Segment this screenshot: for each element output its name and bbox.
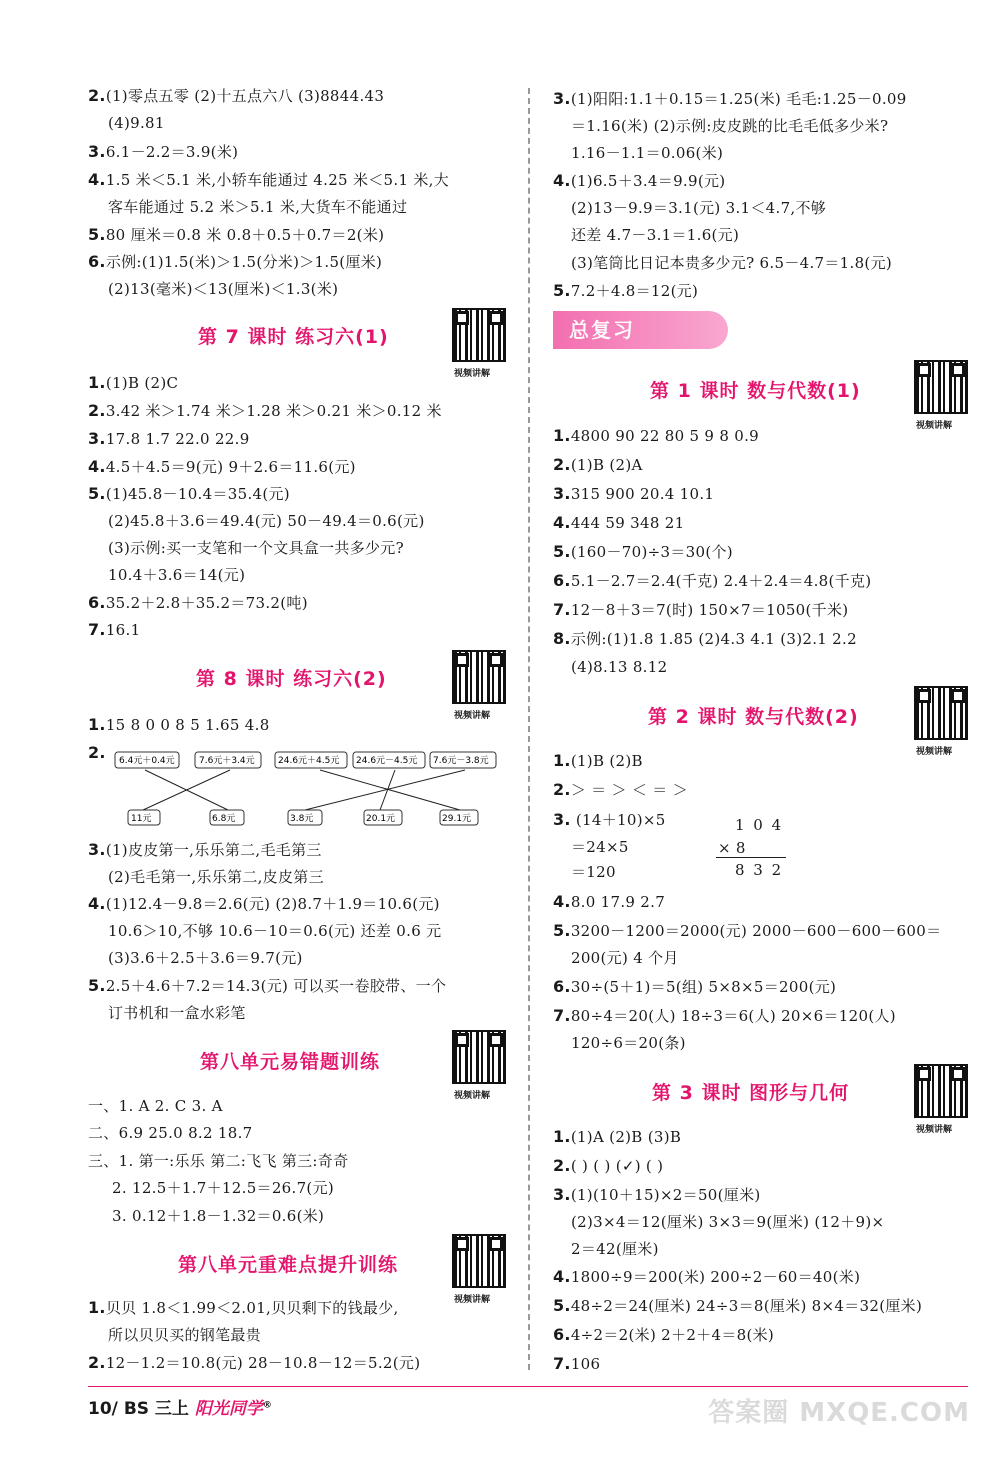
answer-line: (4)9.81 (108, 114, 165, 132)
answer-line: 4.4.5＋4.5＝9(元) 9＋2.6＝11.6(元) (88, 457, 356, 476)
answer-line: 2＝42(厘米) (571, 1240, 659, 1258)
vertical-multiplication-mid: × 8 (718, 839, 746, 857)
qr-code-icon[interactable] (914, 686, 968, 740)
qr-caption: 视频讲解 (916, 421, 953, 431)
answer-line: 3. (14＋10)×5 (553, 810, 666, 829)
footer: 10/ BS 三上 阳光同学® (88, 1399, 272, 1419)
answer-line: 4.(1)6.5＋3.4＝9.9(元) (553, 171, 726, 190)
answer-line: 1.(1)A (2)B (3)B (553, 1127, 682, 1146)
answer-line: (4)8.13 8.12 (571, 658, 668, 676)
answer-line: 一、1. A 2. C 3. A (88, 1097, 223, 1115)
top-box-2: 7.6元＋3.4元 (199, 756, 255, 766)
section-title-review2: 第 2 课时 数与代数(2) (648, 706, 859, 728)
answer-5-line: 5.80 厘米＝0.8 米 0.8＋0.5＋0.7＝2(米) (88, 225, 385, 244)
brand-logo: 阳光同学 (194, 1399, 263, 1419)
answer-line: 6.5.1－2.7＝2.4(千克) 2.4＋2.4＝4.8(千克) (553, 571, 872, 590)
answer-line: 三、1. 第一:乐乐 第二:飞飞 第三:奇奇 (88, 1152, 349, 1170)
answer-line: 7.16.1 (88, 620, 141, 639)
footer-rule (88, 1386, 968, 1387)
answer-line: 5.(160－70)÷3＝30(个) (553, 542, 733, 561)
answer-line: 1.(1)B (2)B (553, 751, 643, 770)
answer-line: 3.(1)阳阳:1.1＋0.15＝1.25(米) 毛毛:1.25－0.09 (553, 89, 907, 108)
answer-line: (2)13(毫米)＜13(厘米)＜1.3(米) (108, 280, 339, 298)
answer-line: 2. (88, 743, 106, 762)
vertical-multiplication-result: 8 3 2 (735, 861, 784, 879)
qr-caption: 视频讲解 (454, 1091, 491, 1101)
answer-line: ＝120 (571, 863, 616, 881)
answer-line: (3)3.6＋2.5＋3.6＝9.7(元) (108, 949, 303, 967)
answer-2-line: 2.(1)零点五零 (2)十五点六八 (3)8844.43 (88, 86, 385, 105)
review-banner: 总复习 (553, 311, 728, 349)
qr-caption: 视频讲解 (916, 747, 953, 757)
qr-code-icon[interactable] (914, 360, 968, 414)
answer-line: 7.80÷4＝20(人) 18÷3＝6(人) 20×6＝120(人) (553, 1006, 896, 1025)
answer-4-line: 4.1.5 米＜5.1 米,小轿车能通过 4.25 米＜5.1 米,大 (88, 170, 450, 189)
answer-line: 4.8.0 17.9 2.7 (553, 892, 666, 911)
answer-line: 5.2.5＋4.6＋7.2＝14.3(元) 可以买一卷胶带、一个 (88, 976, 447, 995)
qr-code-icon[interactable] (452, 650, 506, 704)
bottom-boxes (128, 810, 478, 825)
answer-line: (3)示例:买一支笔和一个文具盒一共多少元? (108, 539, 404, 557)
qr-code-icon[interactable] (452, 1030, 506, 1084)
answer-line: 10.4＋3.6＝14(元) (108, 566, 246, 584)
answer-line: 3.(1)皮皮第一,乐乐第二,毛毛第三 (88, 840, 322, 859)
answer-line: (2)45.8＋3.6＝49.4(元) 50－49.4＝0.6(元) (108, 512, 425, 530)
answer-line: 二、6.9 25.0 8.2 18.7 (88, 1124, 253, 1142)
bottom-box-4: 20.1元 (366, 814, 396, 824)
qr-caption: 视频讲解 (454, 711, 491, 721)
answer-line: 2.12－1.2＝10.8(元) 28－10.8－12＝5.2(元) (88, 1353, 421, 1372)
answer-line: 3. 0.12＋1.8－1.32＝0.6(米) (112, 1207, 325, 1225)
section-title-lesson7: 第 7 课时 练习六(1) (198, 326, 389, 348)
answer-line: 2. 12.5＋1.7＋12.5＝26.7(元) (112, 1179, 335, 1197)
answer-line: 还差 4.7－3.1＝1.6(元) (571, 226, 740, 244)
answer-line: ＝1.16(米) (2)示例:皮皮跳的比毛毛低多少米? (571, 117, 889, 135)
top-boxes (115, 752, 496, 768)
match-lines (143, 770, 465, 810)
page-number: 10 (88, 1399, 112, 1419)
answer-3-line: 3.6.1－2.2＝3.9(米) (88, 142, 239, 161)
bottom-box-3: 3.8元 (290, 814, 314, 824)
answer-line: 1.4800 90 22 80 5 9 8 0.9 (553, 426, 760, 445)
bottom-box-5: 29.1元 (442, 814, 472, 824)
qr-code-icon[interactable] (452, 308, 506, 362)
answer-line: 2.＞ ＝ ＞ ＜ ＝ ＞ (553, 780, 688, 799)
answer-line: 5.48÷2＝24(厘米) 24÷3＝8(厘米) 8×4＝32(厘米) (553, 1296, 923, 1315)
answer-line: 所以贝贝买的钢笔最贵 (108, 1326, 262, 1344)
answer-line: 6.35.2＋2.8＋35.2＝73.2(吨) (88, 593, 308, 612)
multiplication-rule (716, 857, 786, 858)
section-title-unit8-errors: 第八单元易错题训练 (200, 1051, 381, 1073)
answer-line: 3.(1)(10＋15)×2＝50(厘米) (553, 1185, 761, 1204)
answer-line: 5.3200－1200＝2000(元) 2000－600－600－600＝ (553, 921, 942, 940)
answer-line: (2)毛毛第一,乐乐第二,皮皮第三 (108, 868, 324, 886)
answer-line: 5.(1)45.8－10.4＝35.4(元) (88, 484, 290, 503)
answer-line: 2.(1)B (2)A (553, 455, 643, 474)
section-title-unit8-hard: 第八单元重难点提升训练 (178, 1254, 399, 1276)
answer-line: 3.315 900 20.4 10.1 (553, 484, 715, 503)
qr-code-icon[interactable] (914, 1064, 968, 1118)
answer-line: 4.444 59 348 21 (553, 513, 685, 532)
top-box-4: 24.6元－4.5元 (356, 756, 418, 766)
answer-line: 1.15 8 0 0 8 5 1.65 4.8 (88, 715, 270, 734)
section-title-review1: 第 1 课时 数与代数(1) (650, 380, 861, 402)
matching-diagram (110, 748, 500, 828)
section-title-lesson8: 第 8 课时 练习六(2) (196, 668, 387, 690)
answer-line: ＝24×5 (571, 838, 629, 856)
column-divider (528, 88, 530, 1370)
answer-line: (2)13－9.9＝3.1(元) 3.1＜4.7,不够 (571, 199, 827, 217)
answer-line: 6.30÷(5＋1)＝5(组) 5×8×5＝200(元) (553, 977, 837, 996)
answer-line: 10.6＞10,不够 10.6－10＝0.6(元) 还差 0.6 元 (108, 922, 442, 940)
top-box-5: 7.6元－3.8元 (433, 756, 489, 766)
answer-line: 客车能通过 5.2 米＞5.1 米,大货车不能通过 (108, 198, 408, 216)
answer-line: 1.16－1.1＝0.06(米) (571, 144, 724, 162)
answer-line: 订书机和一盒水彩笔 (108, 1004, 246, 1022)
answer-line: 200(元) 4 个月 (571, 949, 679, 967)
qr-caption: 视频讲解 (916, 1125, 953, 1135)
qr-code-icon[interactable] (452, 1234, 506, 1288)
answer-line: (3)笔筒比日记本贵多少元? 6.5－4.7＝1.8(元) (571, 254, 893, 272)
top-box-1: 6.4元＋0.4元 (119, 756, 175, 766)
answer-line: 7.106 (553, 1354, 601, 1373)
edition-label: BS 三上 (123, 1399, 189, 1419)
qr-caption: 视频讲解 (454, 369, 491, 379)
answer-line: 7.12－8＋3＝7(时) 150×7＝1050(千米) (553, 600, 849, 619)
answer-line: (2)3×4＝12(厘米) 3×3＝9(厘米) (12＋9)× (571, 1213, 885, 1231)
section-title-review3: 第 3 课时 图形与几何 (652, 1082, 850, 1104)
answer-line: 4.1800÷9＝200(米) 200÷2－60＝40(米) (553, 1267, 861, 1286)
bottom-box-2: 6.8元 (212, 814, 236, 824)
top-box-3: 24.6元＋4.5元 (278, 756, 340, 766)
vertical-multiplication-top: 1 0 4 (735, 816, 784, 834)
answer-line: 4.(1)12.4－9.8＝2.6(元) (2)8.7＋1.9＝10.6(元) (88, 894, 440, 913)
answer-line: 1.贝贝 1.8＜1.99＜2.01,贝贝剩下的钱最少, (88, 1298, 399, 1317)
answer-line: 6.4÷2＝2(米) 2＋2＋4＝8(米) (553, 1325, 775, 1344)
answer-line: 2.3.42 米＞1.74 米＞1.28 米＞0.21 米＞0.12 米 (88, 401, 442, 420)
watermark: 答案圈 MXQE.COM (708, 1398, 970, 1428)
bottom-box-1: 11元 (131, 814, 152, 824)
answer-6-line: 6.示例:(1)1.5(米)＞1.5(分米)＞1.5(厘米) (88, 252, 383, 271)
answer-line: 120÷6＝20(条) (571, 1034, 686, 1052)
answer-line: 1.(1)B (2)C (88, 373, 179, 392)
answer-line: 2.( ) ( ) (✓) ( ) (553, 1156, 664, 1175)
qr-caption: 视频讲解 (454, 1295, 491, 1305)
answer-line: 5.7.2＋4.8＝12(元) (553, 281, 699, 300)
answer-line: 3.17.8 1.7 22.0 22.9 (88, 429, 250, 448)
answer-line: 8.示例:(1)1.8 1.85 (2)4.3 4.1 (3)2.1 2.2 (553, 629, 857, 648)
